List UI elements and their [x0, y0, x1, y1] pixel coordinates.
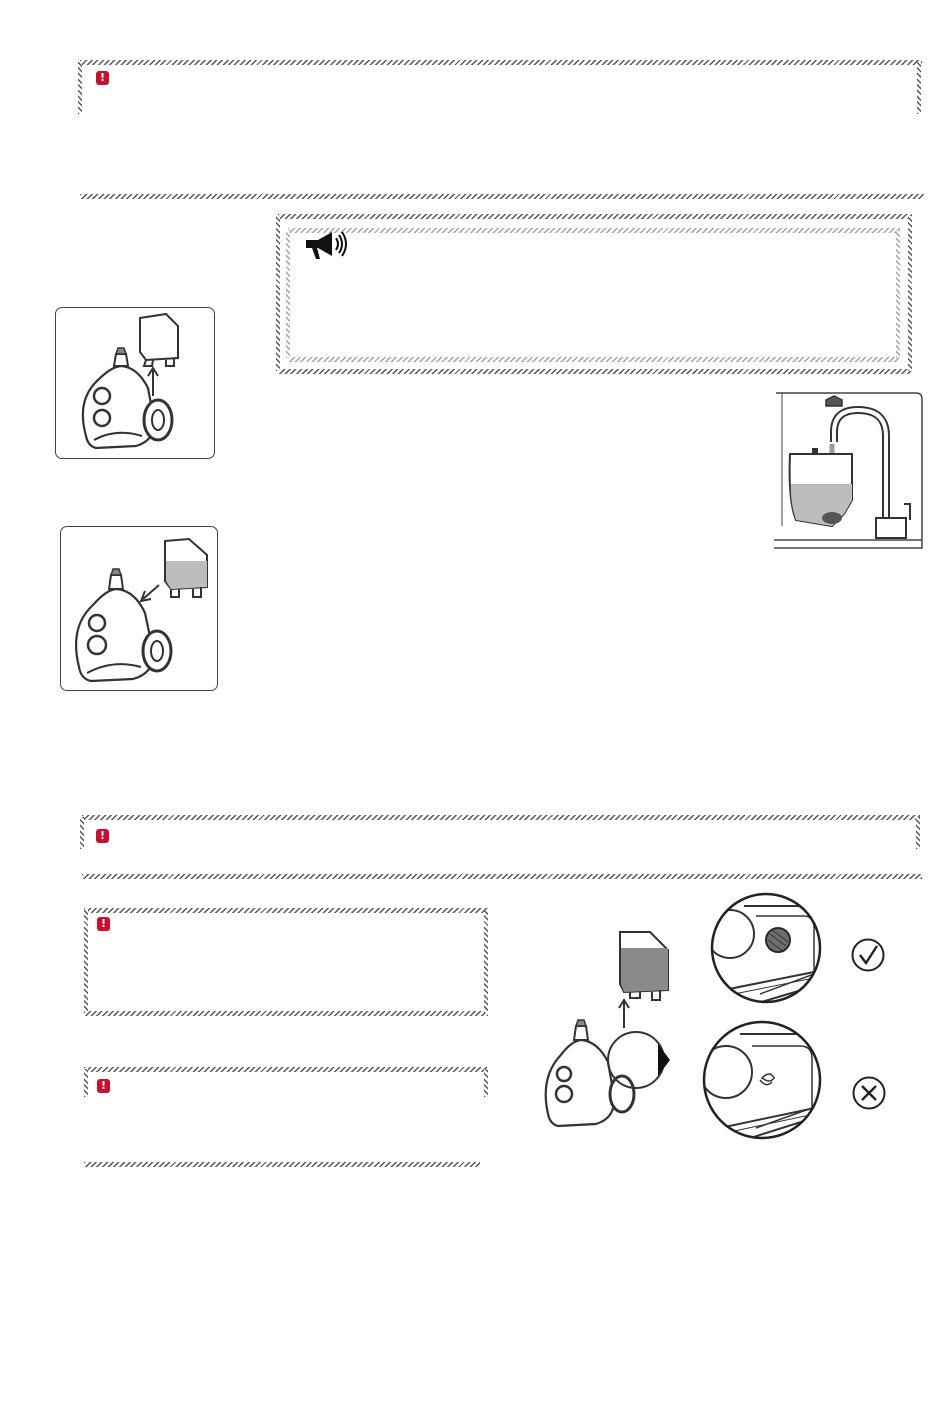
note-inner-right [896, 230, 900, 358]
note-border-bottom [278, 369, 912, 374]
box-border-top [84, 1067, 488, 1072]
note-border-left [276, 216, 280, 371]
box-border-top [82, 815, 920, 820]
megaphone-icon [302, 228, 348, 262]
box-border-right [484, 910, 488, 1013]
box-border-right [916, 817, 920, 849]
figure-remove-tank [55, 307, 215, 459]
seal-correct-detail [704, 894, 828, 1006]
box-border-bottom [84, 1011, 488, 1016]
note-inner-bottom [288, 357, 900, 362]
warning-icon: ! [97, 1079, 110, 1093]
warning-icon: ! [96, 829, 109, 843]
box-border-left [78, 62, 82, 114]
note-border-top [278, 214, 912, 219]
cross-icon [852, 1076, 886, 1110]
figure-insert-tank [60, 526, 218, 691]
checkmark-icon [851, 938, 885, 972]
box-border-right [484, 1069, 488, 1097]
section-divider [82, 874, 922, 879]
warning-icon: ! [97, 917, 110, 931]
box-border-left [84, 910, 88, 1013]
box-border-right [917, 62, 921, 114]
section-divider [80, 194, 924, 199]
steamer-remove-tank-illustration [56, 308, 214, 458]
steamer-insert-tank-illustration [61, 527, 217, 690]
box-border-left [80, 817, 84, 849]
tap-filling-illustration [772, 392, 924, 550]
box-border-top [80, 60, 922, 65]
seal-incorrect-detail [700, 1020, 828, 1144]
note-inner-left [286, 230, 290, 358]
steamer-tank-seal-illustration [540, 928, 680, 1128]
box-border-top [84, 908, 488, 913]
warning-icon: ! [96, 71, 109, 85]
note-border-right [908, 216, 912, 371]
note-inner-top [288, 228, 900, 233]
box-border-left [84, 1069, 88, 1097]
box-border-bottom [84, 1162, 480, 1167]
